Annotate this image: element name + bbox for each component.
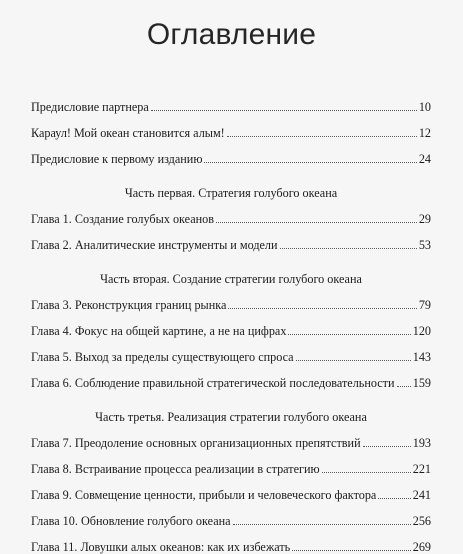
toc-entry-label: Глава 3. Реконструкция границ рынка (31, 298, 227, 312)
toc-entry-label: Глава 10. Обновление голубого океана (31, 514, 231, 528)
toc-entry-page: 53 (418, 238, 431, 252)
part-heading-2: Часть вторая. Создание стратегии голубого океана (100, 272, 362, 286)
toc-entry-label: Глава 4. Фокус на общей картине, а не на цифрах (31, 324, 287, 338)
toc-entry-chapter-7[interactable] (31, 424, 431, 450)
toc-entry-chapter-6[interactable] (31, 364, 431, 390)
toc-entry-chapter-11[interactable] (31, 528, 431, 554)
table-of-contents (31, 88, 431, 554)
toc-entry-page: 10 (418, 100, 431, 114)
toc-entry-chapter-8[interactable] (31, 450, 431, 476)
page-title: Оглавление (146, 18, 317, 51)
toc-entry-page: 241 (412, 488, 431, 502)
toc-entry-page: 256 (412, 514, 431, 528)
toc-entry-page: 143 (412, 350, 431, 364)
toc-entry-page: 159 (412, 376, 431, 390)
dot-leader (322, 472, 411, 473)
part-heading-1: Часть первая. Стратегия голубого океана (124, 186, 338, 200)
toc-entry-page: 269 (412, 540, 431, 554)
toc-entry-label: Глава 7. Преодоление основных организационных препятствий (31, 436, 361, 450)
toc-entry-label: Предисловие партнера (31, 100, 149, 114)
toc-entry-chapter-4[interactable] (31, 312, 431, 338)
toc-entry-foreword-first-edition[interactable] (31, 140, 431, 166)
toc-entry-page: 221 (412, 462, 431, 476)
toc-entry-label: Глава 11. Ловушки алых океанов: как их избежать (31, 540, 291, 554)
toc-entry-label: Глава 2. Аналитические инструменты и модели (31, 238, 278, 252)
toc-entry-chapter-10[interactable] (31, 502, 431, 528)
dot-leader (363, 446, 411, 447)
dot-leader (227, 136, 417, 137)
dot-leader (296, 360, 411, 361)
dot-leader (378, 498, 410, 499)
dot-leader (151, 110, 417, 111)
toc-entry-chapter-9[interactable] (31, 476, 431, 502)
toc-entry-chapter-2[interactable] (31, 226, 431, 252)
toc-entry-page: 193 (412, 436, 431, 450)
dot-leader (292, 550, 410, 551)
part-heading-3: Часть третья. Реализация стратегии голубого океана (95, 410, 367, 424)
dot-leader (397, 386, 411, 387)
toc-entry-page: 24 (418, 152, 431, 166)
toc-entry-page: 29 (418, 212, 431, 226)
toc-entry-label: Караул! Мой океан становится алым! (31, 126, 225, 140)
toc-entry-alarm[interactable] (31, 114, 431, 140)
toc-entry-chapter-5[interactable] (31, 338, 431, 364)
dot-leader (204, 162, 416, 163)
toc-entry-label: Глава 8. Встраивание процесса реализации в стратегию (31, 462, 320, 476)
toc-entry-page: 12 (418, 126, 431, 140)
toc-entry-foreword-partner[interactable] (31, 88, 431, 114)
toc-entry-label: Глава 1. Создание голубых океанов (31, 212, 215, 226)
toc-entry-label: Глава 5. Выход за пределы существующего спроса (31, 350, 294, 364)
dot-leader (288, 334, 410, 335)
toc-entry-label: Глава 6. Соблюдение правильной стратегической последовательности (31, 376, 395, 390)
toc-entry-label: Предисловие к первому изданию (31, 152, 203, 166)
dot-leader (233, 524, 411, 525)
dot-leader (216, 222, 417, 223)
dot-leader (280, 248, 417, 249)
toc-entry-chapter-1[interactable] (31, 200, 431, 226)
toc-entry-label: Глава 9. Совмещение ценности, прибыли и человеческого фактора (31, 488, 377, 502)
toc-entry-chapter-3[interactable] (31, 286, 431, 312)
toc-entry-page: 79 (418, 298, 431, 312)
dot-leader (228, 308, 416, 309)
toc-entry-page: 120 (412, 324, 431, 338)
